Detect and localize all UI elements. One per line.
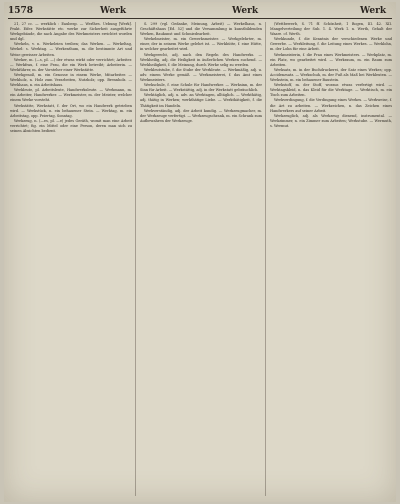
entry-paragraph: Werkmeisterin, f. die Frau eines Werkmeisters. — Werkplatz, m. ein Platz, wo gearbeitet wird. — Werkraum, m. ein Raum zum Arbeiten. [270, 52, 392, 67]
entry-paragraph: Werkzeuglich, adj. als Werkzeug dienend, instrumental. — Werkzimmer, n. ein Zimmer zum Arbeiten; Werkstube. — Wermuth, s. Wermut. [270, 113, 392, 128]
entry-paragraph: Werkgenoß, m. ein Genosse in einem Werke, Mitarbeiter. — Werkholz, n. Holz zum Verarbeiten, Nutzholz; opp. Brennholz. — Werkhaus, n. ein Arbeitshaus. [10, 72, 132, 88]
entry-paragraph: (Wettbewerb, S. 71 ff. Schönheit, 1 Bogen, III. 42. XII. Mangelverteilung der Sub. 1. 4. Werk 1. n. Werth, Gehalt der Waare. cf. Werth. [270, 22, 392, 37]
column-2-headword: Werk [232, 6, 259, 16]
entry-paragraph: Werkschule, f. eine Schule für Handwerker. — Werksinn, m. der Sinn für Arbeit. — Werkstättig, adj. in der Werkstatt gebräuchlich. [140, 83, 262, 93]
entry-paragraph: Werkstätte, Werkstatt, f. der Ort, wo ein Handwerk getrieben wird. — Werkstück, n. ein behauener Stein. — Werktag, m. ein Arbeitstag, opp. Feiertag, Sonntag. [10, 103, 132, 118]
entry-paragraph: Werkleutstube, f. die Stube der Werkleute. — Werkmäßig, adj. u. adv. einem Werke gemäß. — Werkmeisterei, f. das Amt eines Werkmeisters. [140, 67, 262, 83]
text-column-3 [270, 22, 392, 496]
entry-paragraph: Werkgerecht, adj. nach den Regeln des Handwerks. — Werkheilig, adj. die Heiligkeit in äußerlichen Werken suchend. — Werkheiligkeit, f. die Meinung, durch Werke selig zu werden. [140, 52, 262, 67]
text-column-1 [10, 22, 132, 496]
entry-paragraph: Werksatz, m. in der Buchdruckerei, der Satz eines Werkes; opp. Accidenzsatz. — Werkschuh, m. der Fuß als Maß bei Werkleuten. — Werkstein, m. ein behauener Baustein. [270, 67, 392, 83]
page-number: 1578 [8, 6, 34, 16]
entry-paragraph: Werkelmeister, m. ein Gewerksmeister. — Werkgelehrter, m. einer, der in seinem Werke gelehrt ist. — Werkhütte, f. eine Hütte, in welcher gearbeitet wird. [140, 37, 262, 52]
column-1-headword: Werk [100, 6, 127, 16]
entry-paragraph: Werkkunde, f. die Kenntnis der verschiedenen Werke und Gewerbe. — Werkleitung, f. die Leitung eines Werkes. — Werklohn, m. der Lohn für eine Arbeit. [270, 37, 392, 52]
column-3-headword: Werk [360, 6, 387, 16]
header-rule [8, 18, 392, 19]
entry-paragraph: 21, 27 cc. — werklich : Eaubesp. — Werlhes. Uebung [Werk]. Prakt. Eifer. Werkstätte etc. werke zur Sicherheit ausgeführte Werkgebäude, die nach Angabe des Werkmeisters errichtet worden und dgl. [10, 22, 132, 42]
entry-paragraph: Werkeln, v. n. Werkeleien treiben; das Werken. — Werkeltag, Werkel: s. Werktag. — Werkenthum, m. die bestimmte Art und Weise gewisser Arbeiten. [10, 42, 132, 57]
text-column-2 [140, 22, 262, 496]
entry-paragraph: Werkstoff, m. der Stoff, woraus etwas verfertigt wird. — Werktagskleid, n. das Kleid für die Werktage. — Werktisch, m. ein Tisch zum Arbeiten. [270, 83, 392, 98]
entry-paragraph: Werkverständig, adj. der Arbeit kundig. — Werkzeugmacher, m. der Werkzeuge verfertigt. — Werkzeugschrank, m. ein Schrank zum Aufbewahren der Werkzeuge. [140, 108, 262, 123]
column-divider [135, 22, 136, 496]
entry-paragraph: Werkzeug, n. (—es, pl. —e) jedes Geräth, womit man eine Arbeit verrichtet; fig. ein Mittel oder eine Person, deren man sich zu seinen Absichten bedient. [10, 118, 132, 133]
column-divider [265, 22, 266, 496]
entry-paragraph: Werkverdingung, f. die Verdingung eines Werkes. — Werkweise, f. die Art zu arbeiten. — Werkzeichen, n. das Zeichen eines Handwerkers auf seiner Arbeit. [270, 98, 392, 113]
entry-paragraph: Werktäglich, adj. u. adv. an Werktagen, alltäglich. — Werkthätig, adj. thätig in Werken; werkthätige Liebe. — Werkthätigkeit, f. die Thätigkeit im Handeln. [140, 93, 262, 108]
entry-paragraph: S. 299 (vgl. Gedanke, Meinung, Arbeit) — Werkelhaus, n. Geschäftshaus [Ed. 52] und die Versammlung in kunstbildenden Werken, Baukunst und Schmiedearbeit. [140, 22, 262, 37]
dictionary-page [4, 2, 396, 502]
entry-paragraph: Werkleute, pl. Arbeitsleute, Handwerksleute. — Werkmann, m. ein Arbeiter, Handwerker. — Werkmeister, m. der Meister, welcher einem Werke vorsteht. [10, 88, 132, 103]
entry-paragraph: Werker, m. (—s, pl. —) der etwas wirkt oder verrichtet; Arbeiter. — Werkfrau, f. eine Frau, die ein Werk betreibt; Arbeiterin. — Werkführer, m. der Vorsteher einer Werkstätte. [10, 57, 132, 72]
